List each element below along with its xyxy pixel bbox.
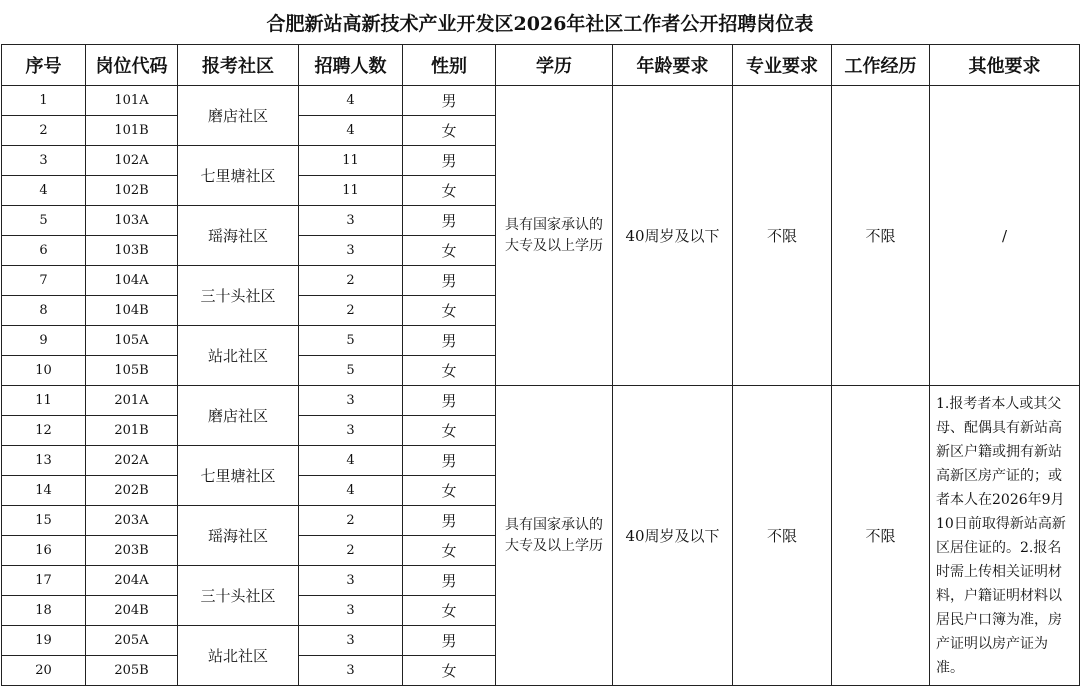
row-sex: 女 [403, 476, 496, 506]
group1-experience: 不限 [832, 86, 930, 386]
header-experience: 工作经历 [832, 45, 930, 86]
row-sex: 男 [403, 206, 496, 236]
recruitment-table [1, 44, 1080, 686]
row-index: 15 [2, 506, 86, 536]
row-count: 2 [299, 266, 403, 296]
row-sex: 女 [403, 176, 496, 206]
row-code: 103A [86, 206, 178, 236]
row-count: 4 [299, 446, 403, 476]
row-index: 8 [2, 296, 86, 326]
row-count: 2 [299, 296, 403, 326]
row-count: 4 [299, 116, 403, 146]
header-code: 岗位代码 [86, 45, 178, 86]
page-title: 合肥新站高新技术产业开发区2026年社区工作者公开招聘岗位表 [266, 12, 814, 35]
row-code: 203A [86, 506, 178, 536]
header-index: 序号 [2, 45, 86, 86]
row-index: 3 [2, 146, 86, 176]
row-code: 201A [86, 386, 178, 416]
row-code: 101B [86, 116, 178, 146]
row-code: 102B [86, 176, 178, 206]
row-community: 站北社区 [178, 326, 299, 386]
row-sex: 女 [403, 296, 496, 326]
row-count: 11 [299, 176, 403, 206]
row-sex: 女 [403, 116, 496, 146]
row-count: 5 [299, 356, 403, 386]
row-index: 7 [2, 266, 86, 296]
row-count: 3 [299, 656, 403, 686]
row-community: 七里塘社区 [178, 446, 299, 506]
row-code: 205A [86, 626, 178, 656]
group1-other: / [930, 86, 1080, 386]
row-code: 101A [86, 86, 178, 116]
group2-education: 具有国家承认的大专及以上学历 [496, 386, 613, 686]
row-community: 三十头社区 [178, 566, 299, 626]
row-code: 204A [86, 566, 178, 596]
row-code: 102A [86, 146, 178, 176]
row-sex: 女 [403, 236, 496, 266]
row-sex: 女 [403, 596, 496, 626]
row-count: 5 [299, 326, 403, 356]
row-count: 3 [299, 596, 403, 626]
header-community: 报考社区 [178, 45, 299, 86]
row-sex: 男 [403, 326, 496, 356]
row-count: 3 [299, 626, 403, 656]
row-index: 19 [2, 626, 86, 656]
row-count: 3 [299, 236, 403, 266]
row-index: 18 [2, 596, 86, 626]
row-community: 三十头社区 [178, 266, 299, 326]
group2-major: 不限 [733, 386, 832, 686]
row-code: 104B [86, 296, 178, 326]
row-sex: 女 [403, 536, 496, 566]
row-count: 4 [299, 86, 403, 116]
row-code: 104A [86, 266, 178, 296]
table-row [2, 386, 1080, 416]
row-count: 2 [299, 536, 403, 566]
row-code: 202A [86, 446, 178, 476]
row-index: 20 [2, 656, 86, 686]
row-count: 3 [299, 566, 403, 596]
row-sex: 女 [403, 416, 496, 446]
header-sex: 性别 [403, 45, 496, 86]
header-row [2, 45, 1080, 86]
group2-experience: 不限 [832, 386, 930, 686]
row-sex: 男 [403, 86, 496, 116]
row-index: 13 [2, 446, 86, 476]
row-index: 1 [2, 86, 86, 116]
table-row [2, 86, 1080, 116]
row-sex: 男 [403, 266, 496, 296]
row-code: 204B [86, 596, 178, 626]
row-community: 磨店社区 [178, 386, 299, 446]
row-sex: 男 [403, 446, 496, 476]
row-count: 4 [299, 476, 403, 506]
row-code: 105A [86, 326, 178, 356]
row-count: 3 [299, 416, 403, 446]
row-count: 2 [299, 506, 403, 536]
row-sex: 男 [403, 506, 496, 536]
group1-major: 不限 [733, 86, 832, 386]
group2-age: 40周岁及以下 [613, 386, 733, 686]
row-index: 17 [2, 566, 86, 596]
group2-other: 1.报考者本人或其父母、配偶具有新站高新区户籍或拥有新站高新区房产证的；或者本人在2026年9月10日前取得新站高新区居住证的。2.报名时需上传相关证明材料，户籍证明材料以居民户口簿为准，房产证明以房产证为准。 [930, 386, 1080, 686]
group1-age: 40周岁及以下 [613, 86, 733, 386]
header-major: 专业要求 [733, 45, 832, 86]
group1-education: 具有国家承认的大专及以上学历 [496, 86, 613, 386]
row-code: 201B [86, 416, 178, 446]
row-index: 5 [2, 206, 86, 236]
row-index: 10 [2, 356, 86, 386]
row-sex: 男 [403, 146, 496, 176]
row-sex: 女 [403, 356, 496, 386]
row-count: 3 [299, 386, 403, 416]
row-sex: 男 [403, 386, 496, 416]
row-sex: 男 [403, 566, 496, 596]
row-community: 站北社区 [178, 626, 299, 686]
row-code: 205B [86, 656, 178, 686]
row-community: 瑶海社区 [178, 206, 299, 266]
row-index: 9 [2, 326, 86, 356]
row-code: 203B [86, 536, 178, 566]
row-community: 瑶海社区 [178, 506, 299, 566]
row-count: 11 [299, 146, 403, 176]
row-index: 16 [2, 536, 86, 566]
row-index: 14 [2, 476, 86, 506]
row-count: 3 [299, 206, 403, 236]
header-count: 招聘人数 [299, 45, 403, 86]
row-index: 4 [2, 176, 86, 206]
row-index: 6 [2, 236, 86, 266]
row-index: 2 [2, 116, 86, 146]
header-age: 年龄要求 [613, 45, 733, 86]
row-code: 103B [86, 236, 178, 266]
row-sex: 男 [403, 626, 496, 656]
row-code: 105B [86, 356, 178, 386]
row-community: 磨店社区 [178, 86, 299, 146]
row-index: 12 [2, 416, 86, 446]
row-sex: 女 [403, 656, 496, 686]
row-index: 11 [2, 386, 86, 416]
header-education: 学历 [496, 45, 613, 86]
row-community: 七里塘社区 [178, 146, 299, 206]
header-other: 其他要求 [930, 45, 1080, 86]
row-code: 202B [86, 476, 178, 506]
